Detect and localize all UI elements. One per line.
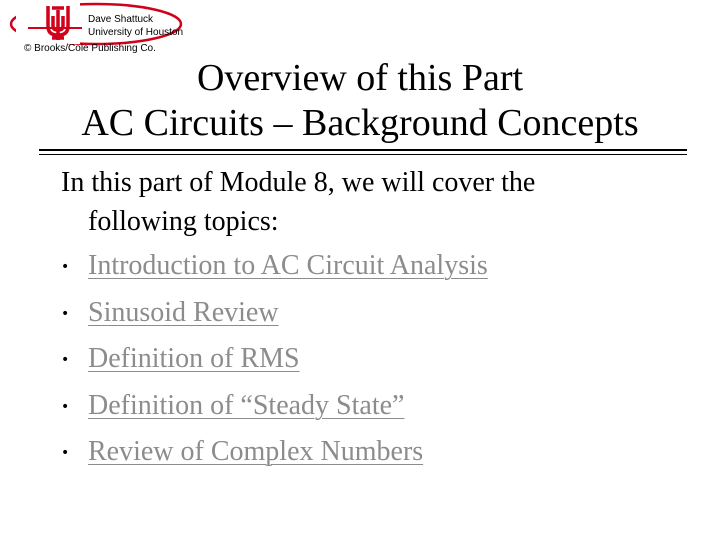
- list-item: [61, 336, 488, 383]
- intro-paragraph: [61, 163, 681, 241]
- slide-title-line2: AC Circuits – Background Concepts: [81, 102, 639, 144]
- list-item: [61, 429, 488, 476]
- bullet-icon: •: [61, 352, 70, 369]
- topic-link-steady-state[interactable]: Definition of “Steady State”: [88, 389, 405, 421]
- bullet-icon: •: [61, 259, 70, 276]
- list-item: [61, 243, 488, 290]
- uh-logo: [8, 2, 184, 58]
- intro-line1: In this part of Module 8, we will cover the: [61, 167, 536, 198]
- list-item: [61, 383, 488, 430]
- topic-link-rms[interactable]: Definition of RMS: [88, 343, 300, 374]
- title-underline-thin: [39, 154, 687, 155]
- list-item: [61, 290, 488, 337]
- topics-list: [61, 243, 488, 476]
- logo-author-name: Dave Shattuck: [88, 14, 154, 25]
- logo-copyright: © Brooks/Cole Publishing Co.: [24, 43, 156, 54]
- slide-title-line1: Overview of this Part: [196, 57, 524, 99]
- title-underline: [39, 149, 687, 151]
- intro-line2: following topics:: [88, 206, 279, 237]
- logo-university: University of Houston: [88, 27, 184, 38]
- topic-link-intro-ac[interactable]: Introduction to AC Circuit Analysis: [88, 250, 488, 281]
- bullet-icon: •: [61, 305, 70, 322]
- bullet-icon: •: [61, 445, 70, 462]
- bullet-icon: •: [61, 398, 70, 415]
- topic-link-sinusoid[interactable]: Sinusoid Review: [88, 296, 279, 328]
- topic-link-complex-numbers[interactable]: Review of Complex Numbers: [88, 436, 424, 467]
- slide-title: [0, 56, 720, 146]
